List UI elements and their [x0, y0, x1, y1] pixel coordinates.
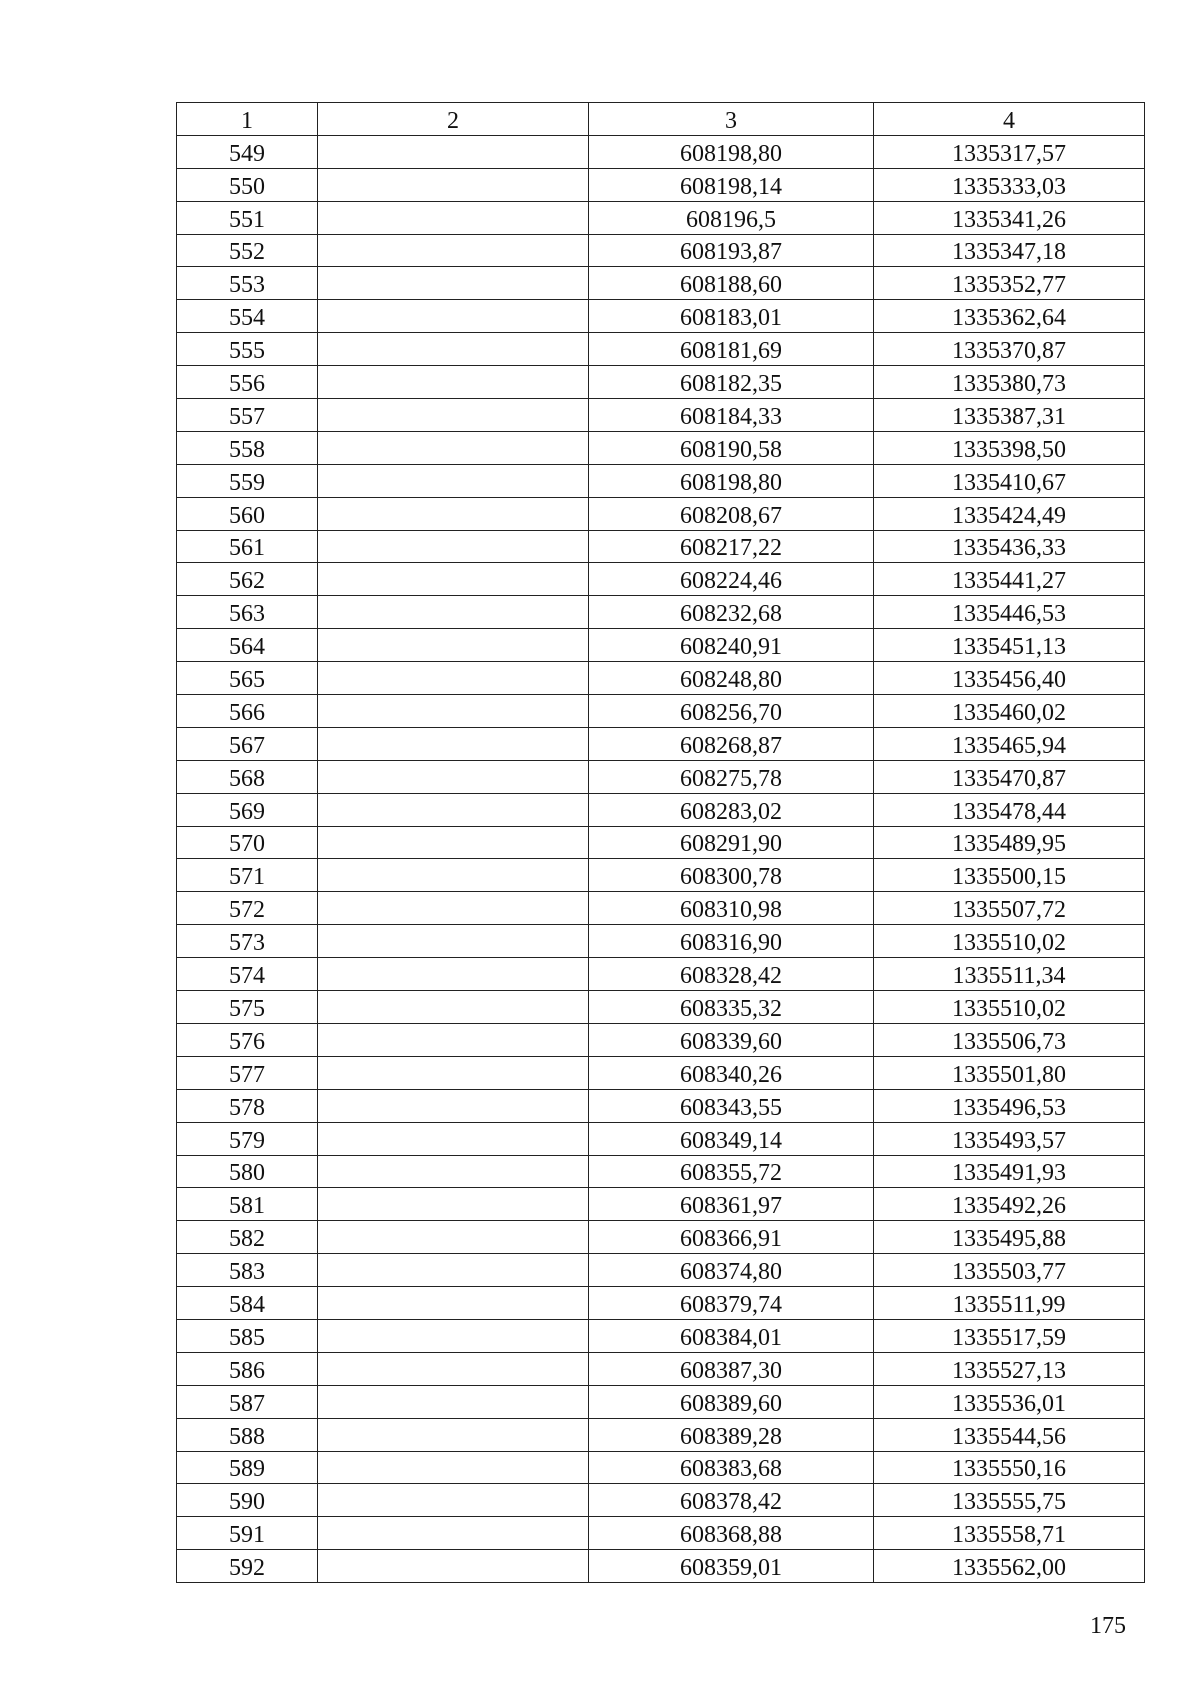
table-row — [177, 859, 1145, 892]
y-coordinate-cell: 1335517,59 — [874, 1319, 1145, 1352]
x-coordinate-cell: 608343,55 — [589, 1089, 874, 1122]
x-coordinate-cell: 608217,22 — [589, 530, 874, 563]
table-row — [177, 1352, 1145, 1385]
point-number-cell: 590 — [177, 1484, 318, 1517]
table-row — [177, 629, 1145, 662]
x-coordinate-cell: 608248,80 — [589, 662, 874, 695]
empty-cell — [318, 1484, 589, 1517]
point-number-cell: 588 — [177, 1418, 318, 1451]
x-coordinate-cell: 608256,70 — [589, 695, 874, 728]
point-number-cell: 571 — [177, 859, 318, 892]
y-coordinate-cell: 1335436,33 — [874, 530, 1145, 563]
empty-cell — [318, 1254, 589, 1287]
y-coordinate-cell: 1335495,88 — [874, 1221, 1145, 1254]
y-coordinate-cell: 1335370,87 — [874, 333, 1145, 366]
table-row — [177, 1451, 1145, 1484]
point-number-cell: 556 — [177, 366, 318, 399]
empty-cell — [318, 333, 589, 366]
x-coordinate-cell: 608328,42 — [589, 958, 874, 991]
x-coordinate-cell: 608359,01 — [589, 1550, 874, 1583]
empty-cell — [318, 596, 589, 629]
empty-cell — [318, 1056, 589, 1089]
table-row — [177, 892, 1145, 925]
empty-cell — [318, 826, 589, 859]
y-coordinate-cell: 1335333,03 — [874, 168, 1145, 201]
y-coordinate-cell: 1335493,57 — [874, 1122, 1145, 1155]
table-row — [177, 1484, 1145, 1517]
x-coordinate-cell: 608389,60 — [589, 1385, 874, 1418]
point-number-cell: 568 — [177, 760, 318, 793]
x-coordinate-cell: 608183,01 — [589, 300, 874, 333]
empty-cell — [318, 1451, 589, 1484]
table-row — [177, 1287, 1145, 1320]
y-coordinate-cell: 1335562,00 — [874, 1550, 1145, 1583]
point-number-cell: 570 — [177, 826, 318, 859]
x-coordinate-cell: 608340,26 — [589, 1056, 874, 1089]
x-coordinate-cell: 608208,67 — [589, 497, 874, 530]
empty-cell — [318, 1352, 589, 1385]
empty-cell — [318, 1221, 589, 1254]
point-number-cell: 557 — [177, 399, 318, 432]
y-coordinate-cell: 1335506,73 — [874, 1023, 1145, 1056]
table-row — [177, 168, 1145, 201]
x-coordinate-cell: 608300,78 — [589, 859, 874, 892]
x-coordinate-cell: 608181,69 — [589, 333, 874, 366]
table-row — [177, 826, 1145, 859]
empty-cell — [318, 958, 589, 991]
x-coordinate-cell: 608184,33 — [589, 399, 874, 432]
x-coordinate-cell: 608198,80 — [589, 464, 874, 497]
empty-cell — [318, 1122, 589, 1155]
x-coordinate-cell: 608224,46 — [589, 563, 874, 596]
table-row — [177, 366, 1145, 399]
x-coordinate-cell: 608193,87 — [589, 234, 874, 267]
table-body — [177, 135, 1145, 1582]
point-number-cell: 587 — [177, 1385, 318, 1418]
table-row — [177, 300, 1145, 333]
table-row — [177, 1319, 1145, 1352]
y-coordinate-cell: 1335424,49 — [874, 497, 1145, 530]
empty-cell — [318, 1319, 589, 1352]
table-row — [177, 1089, 1145, 1122]
table-row — [177, 1188, 1145, 1221]
table-row — [177, 991, 1145, 1024]
empty-cell — [318, 399, 589, 432]
table-row — [177, 234, 1145, 267]
y-coordinate-cell: 1335317,57 — [874, 135, 1145, 168]
y-coordinate-cell: 1335456,40 — [874, 662, 1145, 695]
empty-cell — [318, 563, 589, 596]
y-coordinate-cell: 1335510,02 — [874, 925, 1145, 958]
point-number-cell: 592 — [177, 1550, 318, 1583]
empty-cell — [318, 629, 589, 662]
point-number-cell: 581 — [177, 1188, 318, 1221]
point-number-cell: 574 — [177, 958, 318, 991]
column-header: 2 — [318, 103, 589, 136]
point-number-cell: 560 — [177, 497, 318, 530]
y-coordinate-cell: 1335510,02 — [874, 991, 1145, 1024]
y-coordinate-cell: 1335544,56 — [874, 1418, 1145, 1451]
x-coordinate-cell: 608384,01 — [589, 1319, 874, 1352]
point-number-cell: 550 — [177, 168, 318, 201]
column-header: 1 — [177, 103, 318, 136]
x-coordinate-cell: 608355,72 — [589, 1155, 874, 1188]
point-number-cell: 555 — [177, 333, 318, 366]
table-row — [177, 1221, 1145, 1254]
column-header: 4 — [874, 103, 1145, 136]
x-coordinate-cell: 608374,80 — [589, 1254, 874, 1287]
y-coordinate-cell: 1335451,13 — [874, 629, 1145, 662]
empty-cell — [318, 431, 589, 464]
empty-cell — [318, 267, 589, 300]
y-coordinate-cell: 1335501,80 — [874, 1056, 1145, 1089]
point-number-cell: 576 — [177, 1023, 318, 1056]
y-coordinate-cell: 1335478,44 — [874, 793, 1145, 826]
y-coordinate-cell: 1335341,26 — [874, 201, 1145, 234]
table-row — [177, 563, 1145, 596]
point-number-cell: 580 — [177, 1155, 318, 1188]
table-row — [177, 201, 1145, 234]
y-coordinate-cell: 1335507,72 — [874, 892, 1145, 925]
point-number-cell: 565 — [177, 662, 318, 695]
point-number-cell: 578 — [177, 1089, 318, 1122]
table-row — [177, 1155, 1145, 1188]
empty-cell — [318, 859, 589, 892]
table-row — [177, 662, 1145, 695]
y-coordinate-cell: 1335536,01 — [874, 1385, 1145, 1418]
y-coordinate-cell: 1335347,18 — [874, 234, 1145, 267]
table-row — [177, 793, 1145, 826]
x-coordinate-cell: 608361,97 — [589, 1188, 874, 1221]
x-coordinate-cell: 608316,90 — [589, 925, 874, 958]
table-row — [177, 464, 1145, 497]
empty-cell — [318, 892, 589, 925]
point-number-cell: 589 — [177, 1451, 318, 1484]
x-coordinate-cell: 608291,90 — [589, 826, 874, 859]
point-number-cell: 564 — [177, 629, 318, 662]
point-number-cell: 553 — [177, 267, 318, 300]
point-number-cell: 563 — [177, 596, 318, 629]
x-coordinate-cell: 608283,02 — [589, 793, 874, 826]
empty-cell — [318, 1418, 589, 1451]
point-number-cell: 579 — [177, 1122, 318, 1155]
point-number-cell: 567 — [177, 727, 318, 760]
table-row — [177, 497, 1145, 530]
x-coordinate-cell: 608196,5 — [589, 201, 874, 234]
point-number-cell: 586 — [177, 1352, 318, 1385]
point-number-cell: 585 — [177, 1319, 318, 1352]
empty-cell — [318, 366, 589, 399]
x-coordinate-cell: 608182,35 — [589, 366, 874, 399]
empty-cell — [318, 793, 589, 826]
y-coordinate-cell: 1335352,77 — [874, 267, 1145, 300]
x-coordinate-cell: 608335,32 — [589, 991, 874, 1024]
point-number-cell: 559 — [177, 464, 318, 497]
x-coordinate-cell: 608275,78 — [589, 760, 874, 793]
table-row — [177, 333, 1145, 366]
table-row — [177, 958, 1145, 991]
table-row — [177, 1254, 1145, 1287]
point-number-cell: 575 — [177, 991, 318, 1024]
table-row — [177, 1550, 1145, 1583]
table-row — [177, 431, 1145, 464]
empty-cell — [318, 760, 589, 793]
x-coordinate-cell: 608339,60 — [589, 1023, 874, 1056]
y-coordinate-cell: 1335492,26 — [874, 1188, 1145, 1221]
table-header-row — [177, 103, 1145, 136]
y-coordinate-cell: 1335446,53 — [874, 596, 1145, 629]
table-row — [177, 1418, 1145, 1451]
point-number-cell: 573 — [177, 925, 318, 958]
y-coordinate-cell: 1335511,34 — [874, 958, 1145, 991]
x-coordinate-cell: 608389,28 — [589, 1418, 874, 1451]
x-coordinate-cell: 608240,91 — [589, 629, 874, 662]
table-row — [177, 135, 1145, 168]
point-number-cell: 549 — [177, 135, 318, 168]
table-row — [177, 1023, 1145, 1056]
x-coordinate-cell: 608379,74 — [589, 1287, 874, 1320]
point-number-cell: 552 — [177, 234, 318, 267]
empty-cell — [318, 201, 589, 234]
table-row — [177, 1122, 1145, 1155]
point-number-cell: 583 — [177, 1254, 318, 1287]
y-coordinate-cell: 1335491,93 — [874, 1155, 1145, 1188]
empty-cell — [318, 727, 589, 760]
empty-cell — [318, 1385, 589, 1418]
empty-cell — [318, 168, 589, 201]
x-coordinate-cell: 608349,14 — [589, 1122, 874, 1155]
y-coordinate-cell: 1335398,50 — [874, 431, 1145, 464]
point-number-cell: 551 — [177, 201, 318, 234]
y-coordinate-cell: 1335527,13 — [874, 1352, 1145, 1385]
empty-cell — [318, 497, 589, 530]
empty-cell — [318, 234, 589, 267]
table-row — [177, 399, 1145, 432]
y-coordinate-cell: 1335380,73 — [874, 366, 1145, 399]
x-coordinate-cell: 608387,30 — [589, 1352, 874, 1385]
y-coordinate-cell: 1335496,53 — [874, 1089, 1145, 1122]
x-coordinate-cell: 608310,98 — [589, 892, 874, 925]
empty-cell — [318, 1517, 589, 1550]
x-coordinate-cell: 608232,68 — [589, 596, 874, 629]
y-coordinate-cell: 1335460,02 — [874, 695, 1145, 728]
x-coordinate-cell: 608366,91 — [589, 1221, 874, 1254]
point-number-cell: 566 — [177, 695, 318, 728]
empty-cell — [318, 662, 589, 695]
point-number-cell: 584 — [177, 1287, 318, 1320]
y-coordinate-cell: 1335555,75 — [874, 1484, 1145, 1517]
table-row — [177, 1056, 1145, 1089]
x-coordinate-cell: 608188,60 — [589, 267, 874, 300]
x-coordinate-cell: 608268,87 — [589, 727, 874, 760]
y-coordinate-cell: 1335489,95 — [874, 826, 1145, 859]
point-number-cell: 561 — [177, 530, 318, 563]
empty-cell — [318, 1089, 589, 1122]
y-coordinate-cell: 1335362,64 — [874, 300, 1145, 333]
table-row — [177, 760, 1145, 793]
y-coordinate-cell: 1335558,71 — [874, 1517, 1145, 1550]
point-number-cell: 558 — [177, 431, 318, 464]
table-row — [177, 925, 1145, 958]
y-coordinate-cell: 1335550,16 — [874, 1451, 1145, 1484]
point-number-cell: 569 — [177, 793, 318, 826]
point-number-cell: 577 — [177, 1056, 318, 1089]
y-coordinate-cell: 1335465,94 — [874, 727, 1145, 760]
y-coordinate-cell: 1335387,31 — [874, 399, 1145, 432]
y-coordinate-cell: 1335511,99 — [874, 1287, 1145, 1320]
point-number-cell: 554 — [177, 300, 318, 333]
table-row — [177, 530, 1145, 563]
empty-cell — [318, 530, 589, 563]
table-row — [177, 596, 1145, 629]
empty-cell — [318, 300, 589, 333]
point-number-cell: 582 — [177, 1221, 318, 1254]
y-coordinate-cell: 1335410,67 — [874, 464, 1145, 497]
point-number-cell: 572 — [177, 892, 318, 925]
empty-cell — [318, 464, 589, 497]
point-number-cell: 562 — [177, 563, 318, 596]
table-row — [177, 1517, 1145, 1550]
x-coordinate-cell: 608198,80 — [589, 135, 874, 168]
y-coordinate-cell: 1335470,87 — [874, 760, 1145, 793]
y-coordinate-cell: 1335441,27 — [874, 563, 1145, 596]
point-number-cell: 591 — [177, 1517, 318, 1550]
y-coordinate-cell: 1335503,77 — [874, 1254, 1145, 1287]
y-coordinate-cell: 1335500,15 — [874, 859, 1145, 892]
x-coordinate-cell: 608190,58 — [589, 431, 874, 464]
empty-cell — [318, 1188, 589, 1221]
table-row — [177, 727, 1145, 760]
table-row — [177, 1385, 1145, 1418]
x-coordinate-cell: 608198,14 — [589, 168, 874, 201]
empty-cell — [318, 925, 589, 958]
empty-cell — [318, 135, 589, 168]
empty-cell — [318, 1023, 589, 1056]
x-coordinate-cell: 608368,88 — [589, 1517, 874, 1550]
empty-cell — [318, 695, 589, 728]
column-header: 3 — [589, 103, 874, 136]
empty-cell — [318, 1155, 589, 1188]
empty-cell — [318, 1287, 589, 1320]
empty-cell — [318, 1550, 589, 1583]
empty-cell — [318, 991, 589, 1024]
page-number: 175 — [1090, 1613, 1126, 1639]
x-coordinate-cell: 608378,42 — [589, 1484, 874, 1517]
x-coordinate-cell: 608383,68 — [589, 1451, 874, 1484]
table-row — [177, 267, 1145, 300]
table-row — [177, 695, 1145, 728]
coordinates-table — [176, 102, 1145, 1583]
